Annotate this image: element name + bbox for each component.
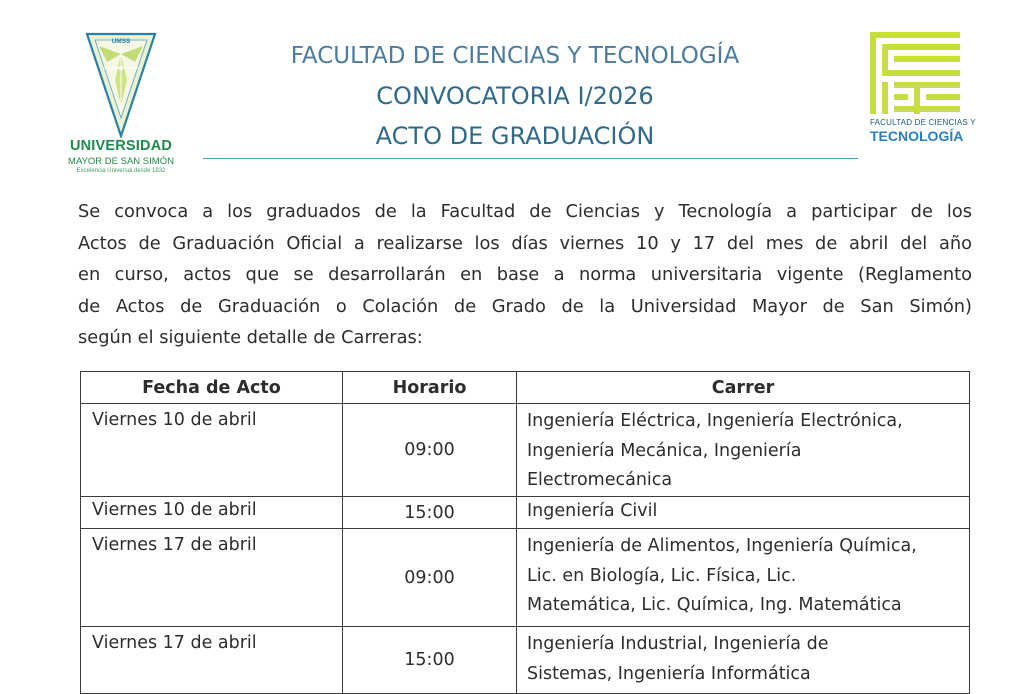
row-time: 15:00 [343, 497, 517, 529]
table-row [81, 404, 970, 497]
document-titles [220, 36, 810, 156]
career-line: Sistemas, Ingeniería Informática [527, 663, 811, 684]
row-date: Viernes 17 de abril [81, 529, 343, 627]
umss-subname: MAYOR DE SAN SIMÓN [68, 156, 174, 167]
header-date: Fecha de Acto [81, 372, 343, 404]
career-line: Matemática, Lic. Química, Ing. Matemática [527, 595, 902, 615]
fcyt-logo-line-1: FACULTAD DE CIENCIAS Y [870, 118, 976, 127]
umss-initials: UMSS [111, 38, 131, 45]
row-careers [517, 627, 970, 694]
umss-name: UNIVERSIDAD [69, 138, 173, 154]
intro-line: Se convoca a los graduados de la Facultad de Ciencias y Tecnología a participar de los [78, 201, 972, 222]
career-line: Ingeniería Civil [527, 501, 658, 521]
call-title: CONVOCATORIA I/2026 [376, 82, 654, 110]
umss-logo [62, 32, 180, 177]
header-careers: Carrer [517, 372, 970, 404]
intro-line: Actos de Graduación Oficial a realizarse los días viernes 10 y 17 del mes de abril del año [78, 232, 972, 254]
career-line: Lic. en Biología, Lic. Física, Lic. [527, 565, 797, 586]
table-row [81, 627, 970, 694]
umss-shield-icon [85, 32, 157, 138]
intro-line: de Actos de Graduación o Colación de Grado de la Universidad Mayor de San Simón) [78, 295, 972, 317]
table-row [81, 529, 970, 627]
intro-paragraph [78, 196, 972, 354]
table-row [81, 497, 970, 529]
row-time: 15:00 [343, 627, 517, 694]
event-title: ACTO DE GRADUACIÓN [375, 122, 655, 150]
graduation-schedule-table [80, 371, 970, 694]
career-line: Ingeniería Eléctrica, Ingeniería Electrónica, [527, 411, 903, 431]
header-divider [203, 158, 858, 159]
header-time: Horario [343, 372, 517, 404]
career-line: Electromecánica [527, 470, 673, 490]
row-date: Viernes 17 de abril [81, 627, 343, 694]
umss-tagline: Excelencia Universal desde 1832 [76, 168, 166, 174]
row-careers [517, 529, 970, 627]
faculty-title: FACULTAD DE CIENCIAS Y TECNOLOGÍA [290, 43, 740, 69]
intro-line: en curso, actos que se desarrollarán en base a norma universitaria vigente (Reglamento [78, 264, 972, 285]
career-line: Ingeniería Industrial, Ingeniería de [527, 634, 829, 654]
row-date: Viernes 10 de abril [81, 497, 343, 529]
row-careers [517, 497, 970, 529]
career-line: Ingeniería de Alimentos, Ingeniería Química, [527, 536, 917, 556]
fcyt-emblem-icon [868, 30, 964, 116]
row-careers [517, 404, 970, 497]
row-date: Viernes 10 de abril [81, 404, 343, 497]
table-header-row [81, 372, 970, 404]
row-time: 09:00 [343, 529, 517, 627]
fcyt-logo-line-2: TECNOLOGÍA [870, 128, 964, 144]
intro-line: según el siguiente detalle de Carreras: [78, 327, 423, 348]
fcyt-logo [868, 30, 976, 150]
career-line: Ingeniería Mecánica, Ingeniería [527, 440, 802, 461]
row-time: 09:00 [343, 404, 517, 497]
